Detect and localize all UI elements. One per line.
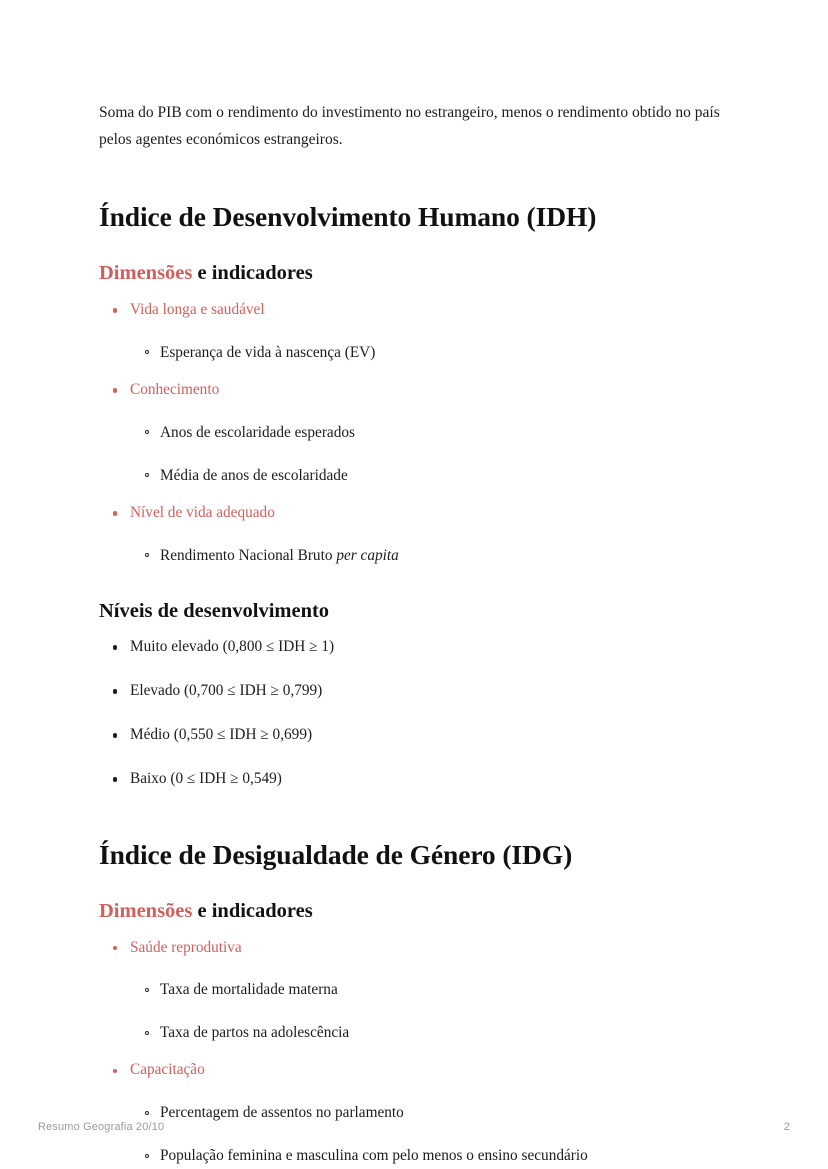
subheading-dimensoes-idh [99, 261, 724, 287]
subheading-rest-text: e indicadores [192, 262, 313, 285]
level-item: Muito elevado (0,800 ≤ IDH ≥ 1) [99, 636, 724, 659]
section-heading-idg: Índice de Desigualdade de Género (IDG) [99, 838, 573, 870]
section-heading-idh: Índice de Desenvolvimento Humano (IDH) [99, 201, 597, 233]
level-item: Elevado (0,700 ≤ IDH ≥ 0,799) [99, 680, 724, 703]
page-content [99, 100, 724, 1168]
footer-page-number: 2 [783, 1121, 790, 1133]
dimensions-list-idh [99, 299, 724, 568]
development-levels-list [99, 636, 724, 791]
indicator-list [130, 342, 724, 365]
indicator-text: Taxa de mortalidade materna [160, 981, 338, 999]
dimension-label: Nível de vida adequado [130, 503, 275, 521]
indicator-item [130, 422, 724, 445]
indicator-list [130, 979, 724, 1045]
indicator-text: Anos de escolaridade esperados [160, 423, 355, 441]
indicator-item [130, 545, 724, 568]
indicator-list [130, 422, 724, 488]
dimension-label: Vida longa e saudável [130, 300, 265, 318]
dimension-item [99, 379, 724, 488]
dimension-label: Capacitação [130, 1061, 205, 1079]
indicator-list [130, 1102, 724, 1168]
page-footer [38, 1121, 790, 1133]
indicator-text-italic: per capita [336, 546, 399, 564]
dimensions-list-idg [99, 937, 724, 1169]
indicator-item [130, 465, 724, 488]
level-item: Baixo (0 ≤ IDH ≥ 0,549) [99, 768, 724, 791]
indicator-text: Percentagem de assentos no parlamento [160, 1104, 404, 1122]
indicator-text: Esperança de vida à nascença (EV) [160, 343, 376, 361]
indicator-item [130, 1145, 724, 1168]
dimension-item [99, 937, 724, 1046]
dimension-item [99, 1059, 724, 1168]
level-item: Médio (0,550 ≤ IDH ≥ 0,699) [99, 724, 724, 747]
indicator-item [130, 1022, 724, 1045]
dimension-label: Conhecimento [130, 380, 220, 398]
intro-paragraph: Soma do PIB com o rendimento do investimento no estrangeiro, menos o rendimento obtido no país pelos agentes económicos estrangeiros. [99, 104, 720, 148]
subheading-accent-text: Dimensões [99, 262, 193, 285]
subheading-dimensoes-idg [99, 899, 724, 925]
indicator-item [130, 979, 724, 1002]
subheading-niveis-desenvolvimento: Níveis de desenvolvimento [99, 599, 330, 622]
indicator-item [130, 342, 724, 365]
subheading-rest-text: e indicadores [192, 899, 313, 922]
indicator-text: Média de anos de escolaridade [160, 466, 348, 484]
dimension-item [99, 502, 724, 568]
indicator-text: Taxa de partos na adolescência [160, 1024, 350, 1042]
footer-document-title: Resumo Geografia 20/10 [38, 1121, 165, 1133]
subheading-accent-text: Dimensões [99, 899, 193, 922]
dimension-item [99, 299, 724, 365]
dimension-label: Saúde reprodutiva [130, 938, 242, 956]
indicator-text: Rendimento Nacional Bruto [160, 546, 337, 564]
indicator-list [130, 545, 724, 568]
indicator-text: População feminina e masculina com pelo menos o ensino secundário [160, 1147, 588, 1165]
